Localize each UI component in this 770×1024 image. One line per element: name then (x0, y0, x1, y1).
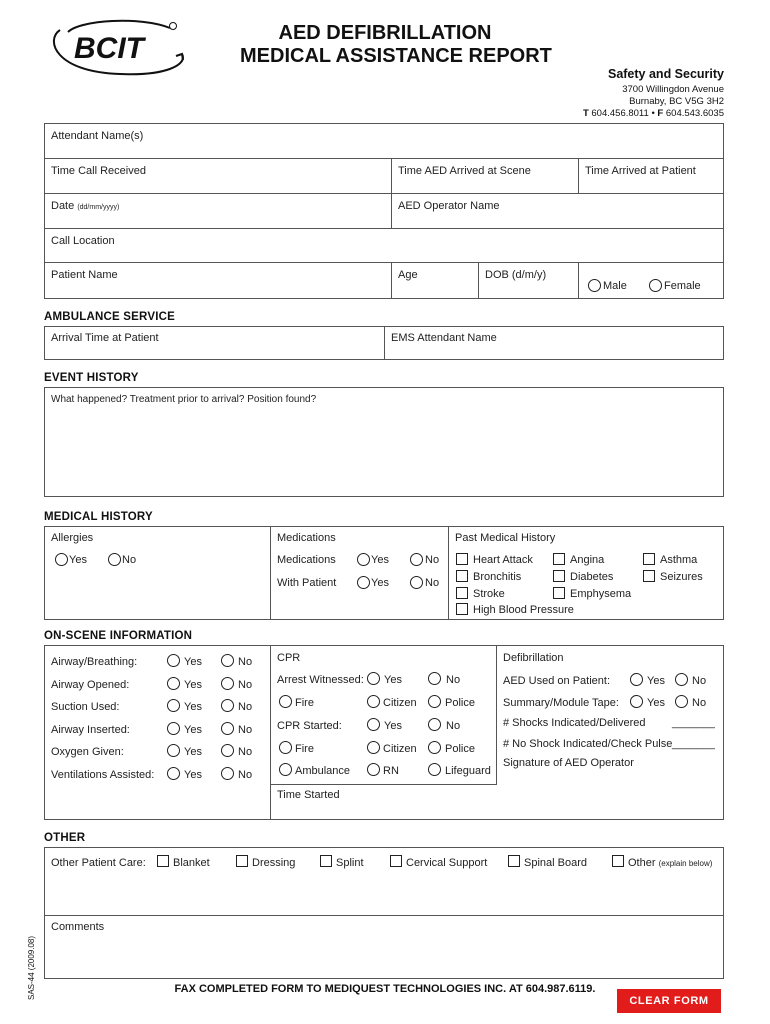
seizures-checkbox[interactable] (643, 570, 655, 582)
yes-label: Yes (647, 675, 665, 687)
form-code: SAS-44 (2009.08) (27, 935, 36, 1000)
comments-field[interactable]: Comments (51, 921, 105, 933)
airway-opened-label: Airway Opened: (51, 679, 130, 691)
summary-tape-label: Summary/Module Tape: (503, 697, 619, 709)
with-patient-no-radio[interactable] (410, 576, 423, 589)
bronchitis-label: Bronchitis (473, 571, 522, 583)
airway-inserted-yes-radio[interactable] (167, 722, 180, 735)
dressing-label: Dressing (252, 857, 296, 869)
arrival-time-field[interactable]: Arrival Time at Patient (51, 332, 159, 344)
ambulance-heading: AMBULANCE SERVICE (44, 311, 175, 323)
airway-breathing-yes-radio[interactable] (167, 654, 180, 667)
svg-text:BCIT: BCIT (74, 32, 144, 65)
aed-used-label: AED Used on Patient: (503, 675, 611, 687)
clear-form-button[interactable]: CLEAR FORM (617, 989, 721, 1013)
department-name: Safety and Security (607, 67, 724, 81)
shocks-delivered-field[interactable]: _______ (672, 717, 715, 729)
female-radio[interactable] (649, 279, 662, 292)
angina-label: Angina (570, 554, 605, 566)
ventilations-yes-radio[interactable] (167, 767, 180, 780)
allergies-label: Allergies (51, 532, 94, 544)
asthma-label: Asthma (660, 554, 698, 566)
medications-header: Medications (277, 532, 336, 544)
police-label: Police (445, 697, 475, 709)
no-label: No (238, 769, 253, 781)
other-label: Other (explain below) (628, 857, 713, 869)
cpr-fire-radio[interactable] (279, 741, 292, 754)
medications-yes-label: Yes (371, 554, 389, 566)
airway-opened-yes-radio[interactable] (167, 677, 180, 690)
past-history-label: Past Medical History (455, 532, 556, 544)
patient-name-field[interactable]: Patient Name (51, 269, 118, 281)
attendant-names-field[interactable]: Attendant Name(s) (51, 130, 144, 142)
airway-breathing-label: Airway/Breathing: (51, 656, 138, 668)
address-city: Burnaby, BC V5G 3H2 (629, 96, 724, 107)
form-title-line2: MEDICAL ASSISTANCE REPORT (240, 45, 552, 67)
call-location-field[interactable]: Call Location (51, 235, 115, 247)
medications-no-radio[interactable] (410, 553, 423, 566)
witnessed-fire-radio[interactable] (279, 695, 292, 708)
stroke-checkbox[interactable] (456, 587, 468, 599)
stroke-label: Stroke (473, 588, 505, 600)
cpr-ambulance-radio[interactable] (279, 763, 292, 776)
angina-checkbox[interactable] (553, 553, 565, 565)
summary-tape-yes-radio[interactable] (630, 695, 643, 708)
blanket-checkbox[interactable] (157, 855, 169, 867)
splint-checkbox[interactable] (320, 855, 332, 867)
spinal-board-label: Spinal Board (524, 857, 587, 869)
citizen-label: Citizen (383, 743, 417, 755)
heart-attack-checkbox[interactable] (456, 553, 468, 565)
diabetes-checkbox[interactable] (553, 570, 565, 582)
with-patient-yes-radio[interactable] (357, 576, 370, 589)
yes-label: Yes (647, 697, 665, 709)
yes-label: Yes (184, 769, 202, 781)
yes-label: Yes (384, 674, 402, 686)
no-label: No (446, 674, 461, 686)
spinal-board-checkbox[interactable] (508, 855, 520, 867)
address-street: 3700 Willingdon Avenue (622, 84, 724, 95)
time-arrived-patient-field[interactable]: Time Arrived at Patient (585, 165, 696, 177)
aed-operator-name-field[interactable]: AED Operator Name (398, 200, 500, 212)
time-started-field[interactable]: Time Started (277, 789, 340, 801)
event-heading: EVENT HISTORY (44, 372, 139, 384)
yes-label: Yes (184, 724, 202, 736)
cpr-lifeguard-radio[interactable] (428, 763, 441, 776)
male-radio[interactable] (588, 279, 601, 292)
fax-instructions: FAX COMPLETED FORM TO MEDIQUEST TECHNOLOGIES INC. AT 604.987.6119. (174, 983, 596, 995)
with-patient-yes-label: Yes (371, 577, 389, 589)
no-label: No (446, 720, 461, 732)
ventilations-label: Ventilations Assisted: (51, 769, 155, 781)
allergies-no-radio[interactable] (108, 553, 121, 566)
no-label: No (238, 724, 253, 736)
airway-inserted-label: Airway Inserted: (51, 724, 130, 736)
contact-numbers: T 604.456.8011 • F 604.543.6035 (582, 108, 724, 119)
airway-opened-no-radio[interactable] (221, 677, 234, 690)
with-patient-label: With Patient (277, 577, 337, 589)
airway-breathing-no-radio[interactable] (221, 654, 234, 667)
time-aed-arrived-field[interactable]: Time AED Arrived at Scene (398, 165, 531, 177)
no-shock-field[interactable]: _______ (672, 738, 715, 750)
high-bp-checkbox[interactable] (456, 603, 468, 615)
emphysema-checkbox[interactable] (553, 587, 565, 599)
allergies-yes-radio[interactable] (55, 553, 68, 566)
asthma-checkbox[interactable] (643, 553, 655, 565)
male-label: Male (603, 280, 627, 292)
female-label: Female (664, 280, 701, 292)
yes-label: Yes (184, 701, 202, 713)
no-label: No (238, 679, 253, 691)
signature-field[interactable]: Signature of AED Operator (503, 757, 634, 769)
yes-label: Yes (384, 720, 402, 732)
age-field[interactable]: Age (398, 269, 418, 281)
cpr-rn-radio[interactable] (367, 763, 380, 776)
police-label: Police (445, 743, 475, 755)
form-title-line1: AED DEFIBRILLATION (278, 22, 492, 44)
citizen-label: Citizen (383, 697, 417, 709)
aed-used-yes-radio[interactable] (630, 673, 643, 686)
event-history-prompt: What happened? Treatment prior to arrival? Position found? (51, 394, 317, 405)
arrest-witnessed-no-radio[interactable] (428, 672, 441, 685)
medications-yes-radio[interactable] (357, 553, 370, 566)
aed-used-no-radio[interactable] (675, 673, 688, 686)
time-call-received-field[interactable]: Time Call Received (51, 165, 146, 177)
allergies-yes-label: Yes (69, 554, 87, 566)
dressing-checkbox[interactable] (236, 855, 248, 867)
ventilations-no-radio[interactable] (221, 767, 234, 780)
oxygen-given-label: Oxygen Given: (51, 746, 124, 758)
oxygen-given-no-radio[interactable] (221, 744, 234, 757)
cervical-label: Cervical Support (406, 857, 488, 869)
fire-label: Fire (295, 697, 314, 709)
emphysema-label: Emphysema (570, 588, 632, 600)
other-care-label: Other Patient Care: (51, 857, 146, 869)
cpr-police-radio[interactable] (428, 741, 441, 754)
medications-no-label: No (425, 554, 440, 566)
splint-label: Splint (336, 857, 364, 869)
witnessed-police-radio[interactable] (428, 695, 441, 708)
ems-attendant-field[interactable]: EMS Attendant Name (391, 332, 497, 344)
bcit-logo-graphic (40, 10, 190, 82)
no-label: No (238, 656, 253, 668)
medical-heading: MEDICAL HISTORY (44, 511, 153, 523)
with-patient-no-label: No (425, 577, 440, 589)
medical-history-box (44, 526, 724, 620)
dob-field[interactable]: DOB (d/m/y) (485, 269, 547, 281)
suction-used-no-radio[interactable] (221, 699, 234, 712)
cpr-started-yes-radio[interactable] (367, 718, 380, 731)
no-label: No (692, 697, 707, 709)
date-field[interactable]: Date (dd/mm/yyyy) (51, 200, 120, 212)
summary-tape-no-radio[interactable] (675, 695, 688, 708)
cpr-citizen-radio[interactable] (367, 741, 380, 754)
witnessed-citizen-radio[interactable] (367, 695, 380, 708)
arrest-witnessed-yes-radio[interactable] (367, 672, 380, 685)
medications-label: Medications (277, 554, 336, 566)
patient-info-box (44, 123, 724, 299)
lifeguard-label: Lifeguard (445, 765, 491, 777)
other-heading: OTHER (44, 832, 86, 844)
no-shock-label: # No Shock Indicated/Check Pulse (503, 738, 673, 750)
fire-label: Fire (295, 743, 314, 755)
blanket-label: Blanket (173, 857, 210, 869)
diabetes-label: Diabetes (570, 571, 614, 583)
yes-label: Yes (184, 656, 202, 668)
cervical-checkbox[interactable] (390, 855, 402, 867)
yes-label: Yes (184, 746, 202, 758)
shocks-delivered-label: # Shocks Indicated/Delivered (503, 717, 646, 729)
bronchitis-checkbox[interactable] (456, 570, 468, 582)
yes-label: Yes (184, 679, 202, 691)
seizures-label: Seizures (660, 571, 703, 583)
suction-used-yes-radio[interactable] (167, 699, 180, 712)
no-label: No (692, 675, 707, 687)
cpr-started-label: CPR Started: (277, 720, 342, 732)
onscene-heading: ON-SCENE INFORMATION (44, 630, 193, 642)
heart-attack-label: Heart Attack (473, 554, 533, 566)
no-label: No (238, 701, 253, 713)
airway-inserted-no-radio[interactable] (221, 722, 234, 735)
bcit-logo (40, 10, 190, 82)
allergies-no-label: No (122, 554, 137, 566)
defibrillation-label: Defibrillation (503, 652, 564, 664)
high-bp-label: High Blood Pressure (473, 604, 574, 616)
oxygen-given-yes-radio[interactable] (167, 744, 180, 757)
cpr-label: CPR (277, 652, 301, 664)
other-checkbox[interactable] (612, 855, 624, 867)
ambulance-label: Ambulance (295, 765, 351, 777)
no-label: No (238, 746, 253, 758)
suction-used-label: Suction Used: (51, 701, 120, 713)
cpr-started-no-radio[interactable] (428, 718, 441, 731)
rn-label: RN (383, 765, 399, 777)
arrest-witnessed-label: Arrest Witnessed: (277, 674, 364, 686)
